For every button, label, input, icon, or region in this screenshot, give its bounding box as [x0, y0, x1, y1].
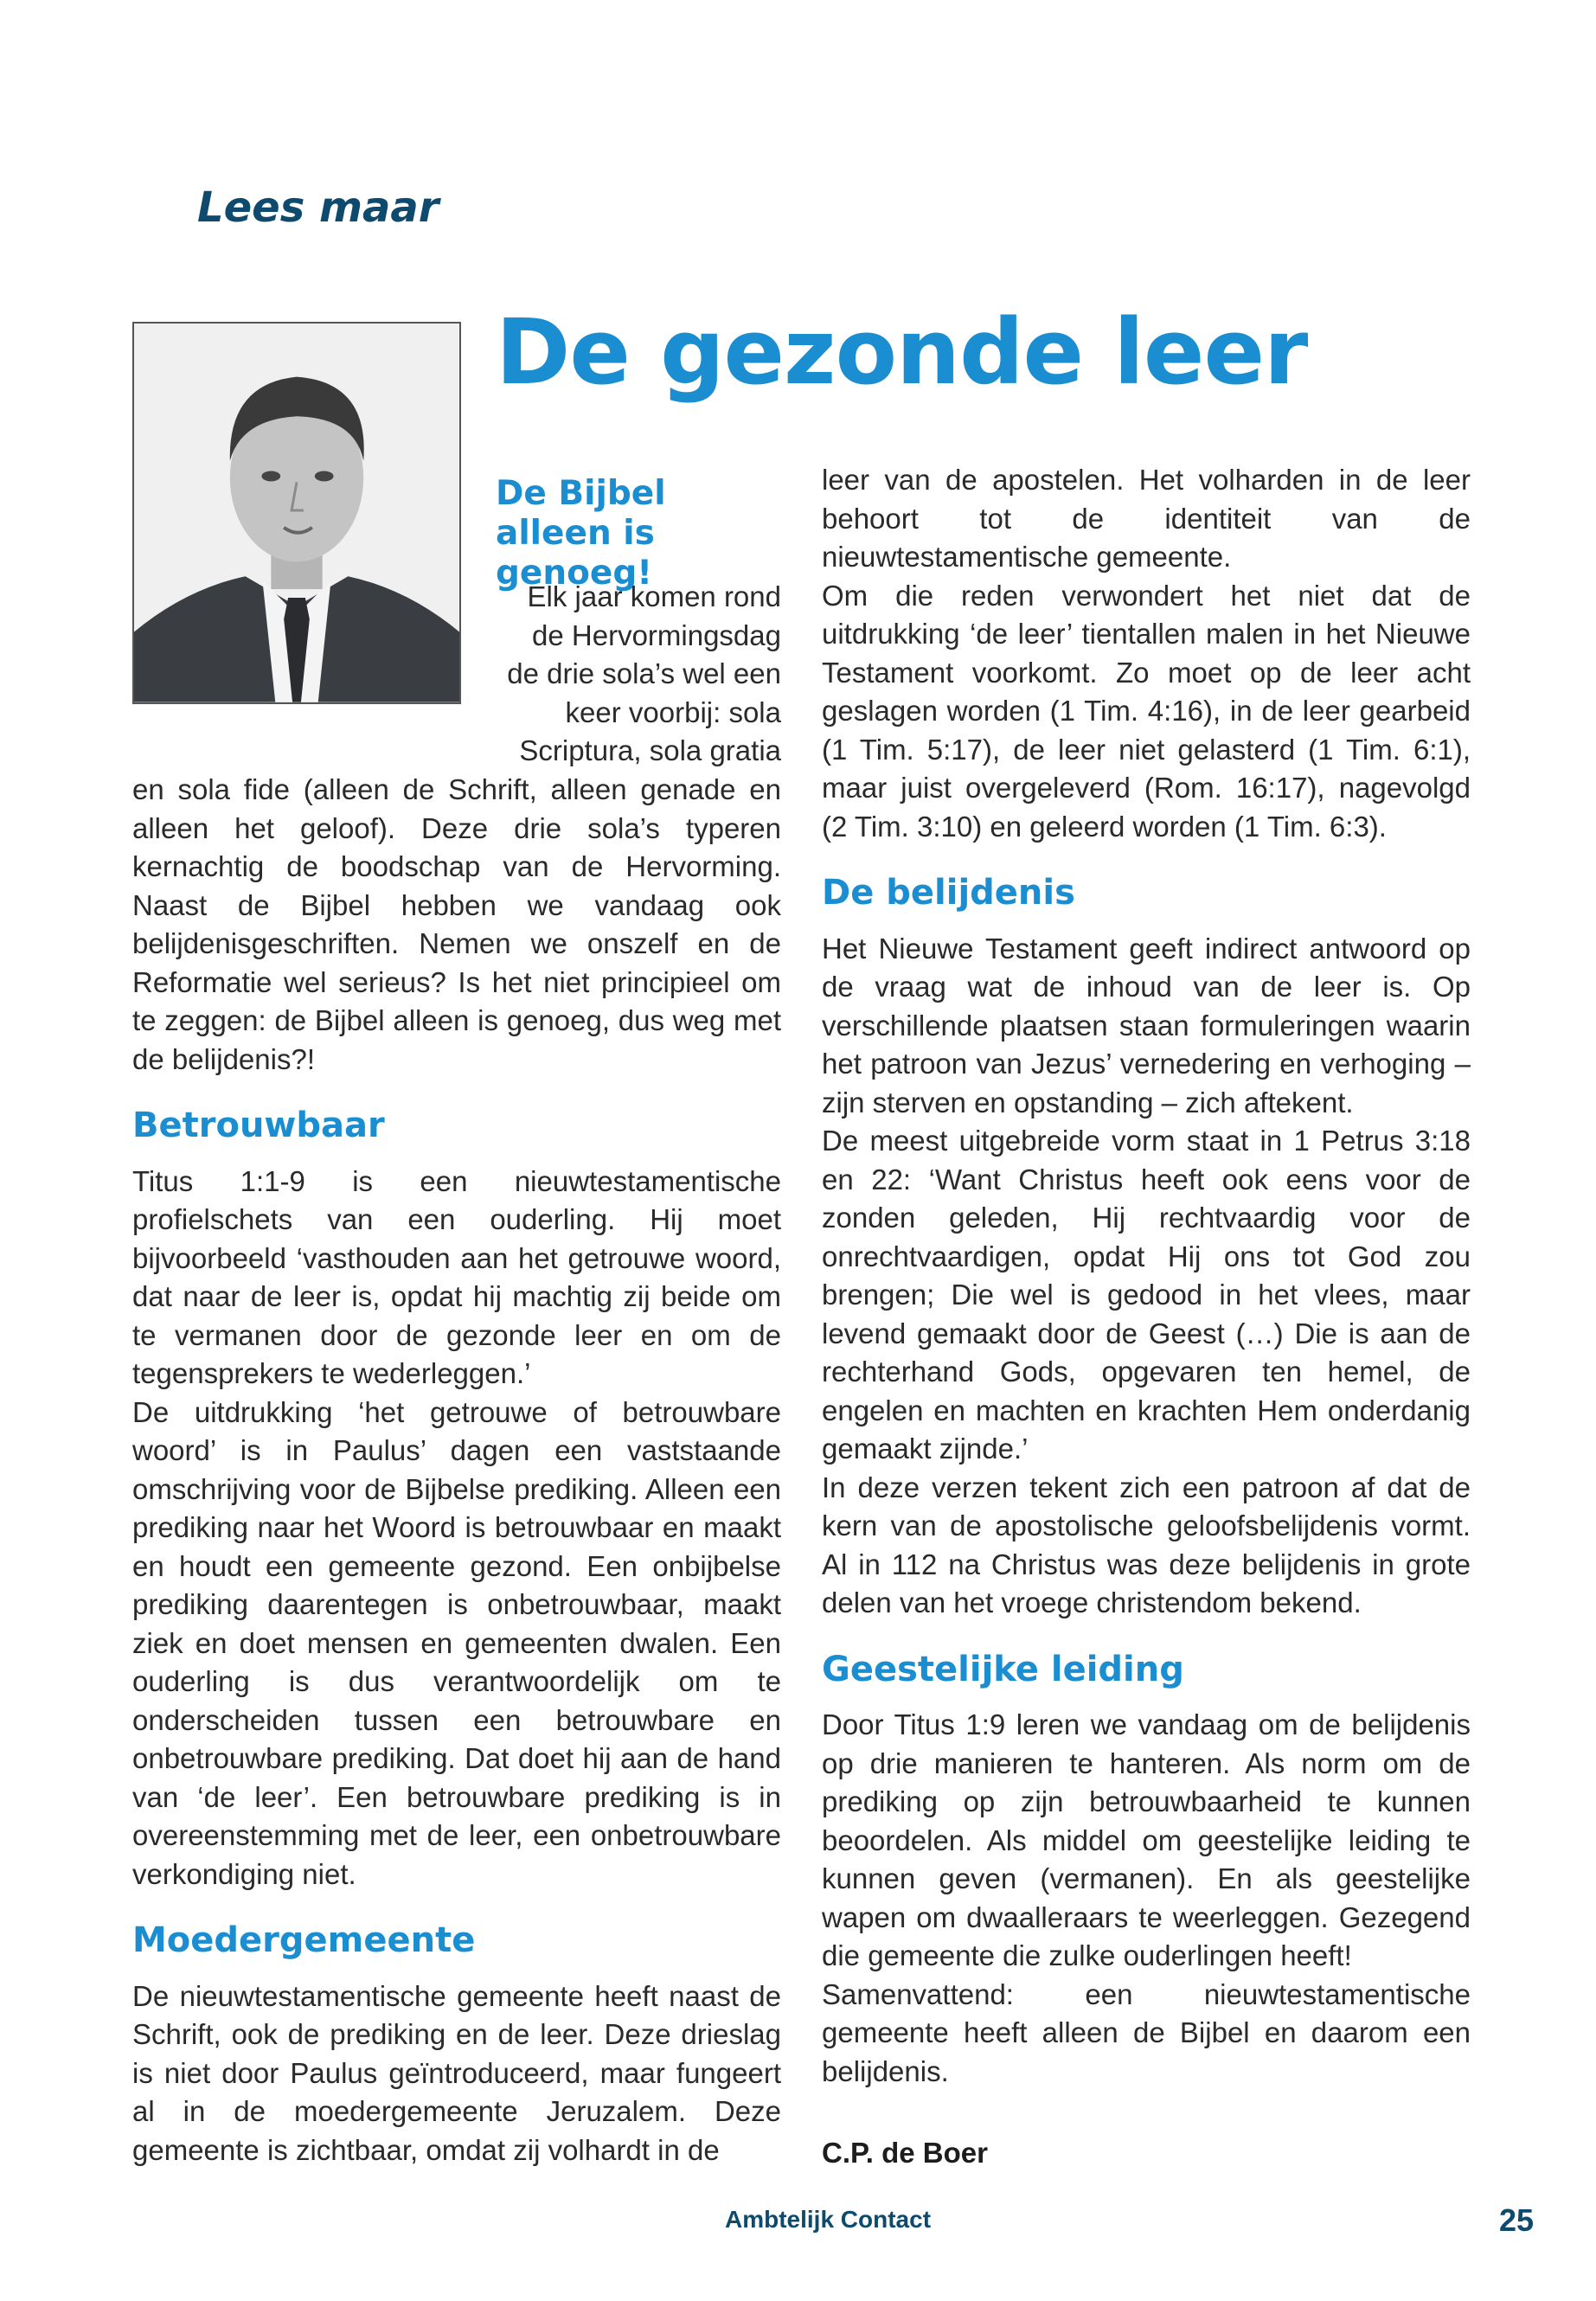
- section-heading-belijdenis: De belijdenis: [822, 873, 1075, 913]
- left-column: [132, 771, 781, 2170]
- author-portrait-icon: [134, 324, 459, 702]
- section-heading-geestelijke-leiding: Geestelijke leiding: [822, 1649, 1184, 1689]
- author-signature: C.P. de Boer: [822, 2137, 988, 2169]
- right-column: [822, 461, 1471, 2173]
- section-heading-betrouwbaar: Betrouwbaar: [132, 1106, 385, 1145]
- paragraph: De uitdrukking ‘het getrouwe of betrouwbare woord’ is in Paulus’ dagen een vaststaande omschrijving voor de Bijbelse prediking. Alleen een prediking naar het Woord is betrouwbaar en maakt en houdt een gemeente gezond. Een onbijbelse prediking daarentegen is onbetrouwbaar, maakt ziek en doet mensen en gemeenten dwalen. Een ouderling is dus verantwoordelijk om te onderscheiden tussen een betrouwbare en onbetrouwbare prediking. Dat doet hij aan de hand van ‘de leer’. Een betrouwbare prediking is in overeenstemming met de leer, een onbetrouwbare verkondiging niet.: [132, 1395, 781, 1890]
- paragraph: leer van de apostelen. Het volharden in de leer behoort tot de identiteit van de nieuwtestamentische gemeente.: [822, 464, 1471, 573]
- paragraph: De nieuwtestamentische gemeente heeft naast de Schrift, ook de prediking en de leer. Deze drieslag is niet door Paulus geïntroduceerd, maar fungeert al in de moedergemeente Jeruzalem. Deze gemeente is zichtbaar, omdat zij volhardt in de: [132, 1979, 781, 2166]
- intro-heading: De Bijbel alleen is genoeg!: [496, 474, 666, 593]
- paragraph: In deze verzen tekent zich een patroon af dat de kern van de apostolische geloofsbelijdenis vormt. Al in 112 na Christus was deze belijdenis in grote delen van het vroege christendom bekend.: [822, 1471, 1471, 1618]
- paragraph: De meest uitgebreide vorm staat in 1 Petrus 3:18 en 22: ‘Want Christus heeft ook eens voor de zonden geleden, Hij rechtvaardig voor de onrechtvaardigen, opdat Hij ons tot God zou brengen; Die wel is gedood in het vlees, maar levend gemaakt door de Geest (…) Die is aan de rechterhand Gods, opgevaren ten hemel, de engelen en machten en krachten Hem onderdanig gemaakt zijnde.’: [822, 1125, 1471, 1465]
- section-heading-moedergemeente: Moedergemeente: [132, 1920, 476, 1960]
- page-number: 25: [1499, 2202, 1535, 2238]
- footer-magazine-name: Ambtelijk Contact: [725, 2206, 932, 2233]
- paragraph: Samenvattend: een nieuwtestamentische gemeente heeft alleen de Bijbel en daarom een belijdenis.: [822, 1977, 1471, 2087]
- paragraph: Titus 1:1-9 is een nieuwtestamentische profielschets van een ouderling. Hij moet bijvoorbeeld ‘vasthouden aan het getrouwe woord, dat naar de leer is, opdat hij machtig zij beide om te vermanen door de gezonde leer en om de tegensprekers te wederleggen.’: [132, 1164, 781, 1389]
- intro-lead: Elk jaar komen rond de Hervormingsdag de drie sola’s wel een keer voorbij: sola Scriptura, sola gratia: [507, 580, 781, 766]
- paragraph: Om die reden verwondert het niet dat de uitdrukking ‘de leer’ tientallen malen in het Nieuwe Testament voorkomt. Zo moet op de leer acht geslagen worden (1 Tim. 4:16), in de leer gearbeid (1 Tim. 5:17), de leer niet gelasterd (1 Tim. 6:1), maar juist overgeleverd (Rom. 16:17), nagevolgd (2 Tim. 3:10) en geleerd worden (1 Tim. 6:3).: [822, 579, 1471, 843]
- author-photo: [132, 322, 461, 704]
- section-label: Lees maar: [197, 183, 439, 232]
- paragraph: Het Nieuwe Testament geeft indirect antwoord op de vraag wat de inhoud van de leer is. Op verschillende plaatsen staan formuleringen waarin het patroon van Jezus’ vernedering en verhoging – zijn sterven en opstanding – zich aftekent.: [822, 932, 1471, 1118]
- article-title: De gezonde leer: [496, 299, 1308, 405]
- paragraph: Door Titus 1:9 leren we vandaag om de belijdenis op drie manieren te hanteren. Als norm om de prediking op zijn betrouwbaarheid te kunnen beoordelen. Als middel om geestelijke leiding te kunnen geven (vermanen). En als geestelijke wapen om dwaalleraars te weerleggen. Gezegend die gemeente die zulke ouderlingen heeft!: [822, 1708, 1471, 1971]
- intro-continuation: en sola fide (alleen de Schrift, alleen genade en alleen het geloof). Deze drie sola’s typeren kernachtig de boodschap van de Hervorming. Naast de Bijbel hebben we vandaag ook belijdenisgeschriften. Nemen we onszelf en de Reformatie wel serieus? Is het niet principieel om te zeggen: de Bijbel alleen is genoeg, dus weg met de belijdenis?!: [132, 773, 781, 1075]
